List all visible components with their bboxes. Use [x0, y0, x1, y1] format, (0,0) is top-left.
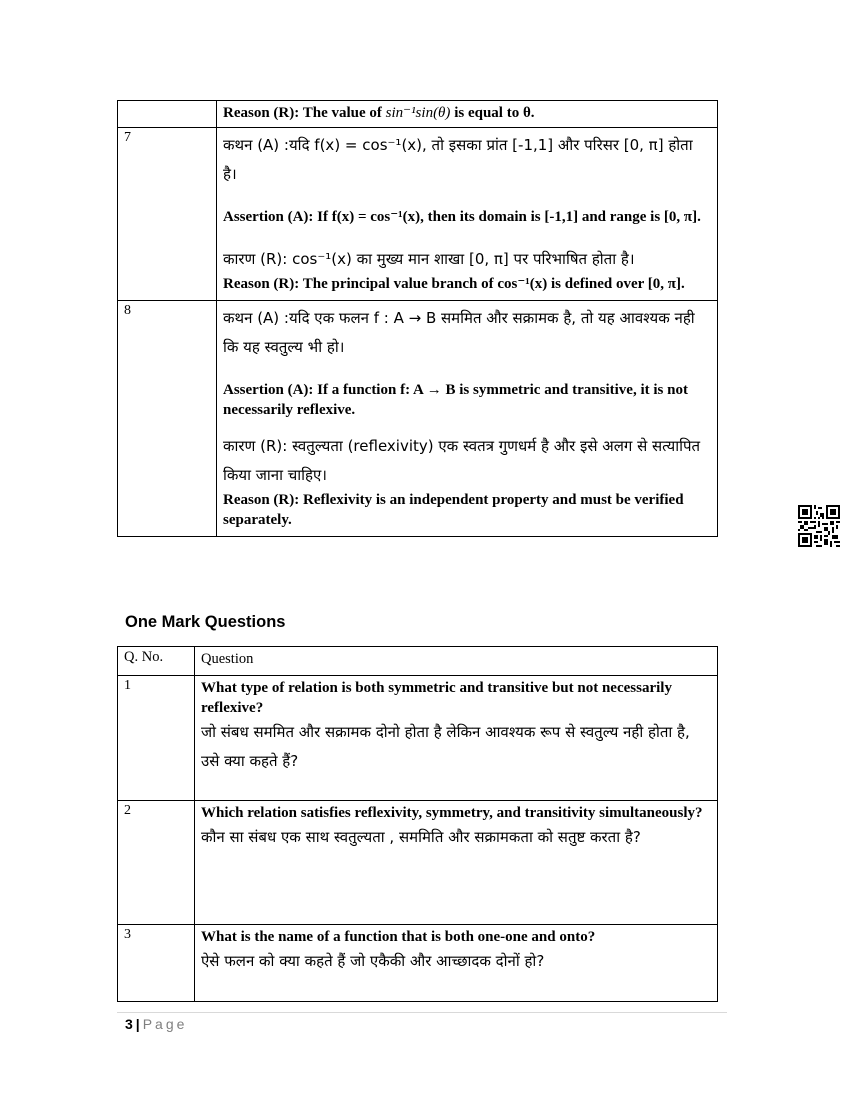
table-row: [118, 101, 718, 128]
table-row: [118, 301, 718, 537]
one-mark-questions-table: [117, 646, 718, 1002]
assertion-hindi: कथन (A) :यदि f(x) = cos⁻¹(x), तो इसका प्रांत [-1,1] और परिसर [0, π] होता है।: [223, 136, 693, 183]
section-heading: One Mark Questions: [125, 613, 286, 631]
reason-tail: is equal to θ.: [454, 105, 535, 121]
assertion-reason-table: [117, 100, 718, 537]
page-footer: [125, 1016, 187, 1032]
question-english: What is the name of a function that is both one-one and onto?: [201, 929, 596, 945]
qr-code-icon: [798, 505, 840, 547]
assertion-english: Assertion (A): If f(x) = cos⁻¹(x), then its domain is [-1,1] and range is [0, π].: [223, 209, 701, 225]
reason-cell: [217, 101, 718, 128]
assertion-hindi: कथन (A) :यदि एक फलन f : A → B सममित और सक्रामक है, तो यह आवश्यक नही कि यह स्वतुल्य भी हो।: [223, 309, 695, 356]
assertion-english: Assertion (A): If a function f: A → B is symmetric and transitive, it is not necessarily reflexive.: [223, 382, 688, 418]
reason-english: Reason (R): Reflexivity is an independent property and must be verified separately.: [223, 492, 684, 528]
column-header-qno: Q. No.: [118, 647, 195, 676]
question-english: Which relation satisfies reflexivity, symmetry, and transitivity simultaneously?: [201, 805, 703, 821]
footer-separator: |: [135, 1016, 140, 1032]
page-label: Page: [142, 1016, 188, 1032]
question-hindi: कौन सा संबध एक साथ स्वतुल्यता , सममिति और सक्रामकता को सतुष्ट करता है?: [201, 828, 641, 846]
page-number: 3: [125, 1016, 133, 1032]
question-hindi: ऐसे फलन को क्या कहते हैं जो एकैकी और आच्छादक दोनों हो?: [201, 952, 545, 970]
question-body: [195, 676, 718, 801]
question-english: What type of relation is both symmetric and transitive but not necessarily reflexive?: [201, 680, 672, 716]
table-row: [118, 801, 718, 925]
question-number-cell: [118, 101, 217, 128]
reason-hindi: कारण (R): स्वतुल्यता (reflexivity) एक स्वतत्र गुणधर्म है और इसे अलग से सत्यापित किया जाना चाहिए।: [223, 437, 701, 484]
question-body: [195, 925, 718, 1002]
question-number: 3: [118, 925, 195, 1002]
question-number: 2: [118, 801, 195, 925]
question-hindi: जो संबध सममित और सक्रामक दोनो होता है लेकिन आवश्यक रूप से स्वतुल्य नही होता है, उसे क्या कहते हैं?: [201, 723, 690, 770]
question-body: [195, 801, 718, 925]
reason-hindi: कारण (R): cos⁻¹(x) का मुख्य मान शाखा [0, π] पर परिभाषित होता है।: [223, 250, 635, 268]
question-body: [217, 128, 718, 301]
reason-label: Reason (R): The value of: [223, 105, 382, 121]
reason-english: Reason (R): The principal value branch of cos⁻¹(x) is defined over [0, π].: [223, 276, 685, 292]
table-row: [118, 676, 718, 801]
footer-divider: [117, 1012, 727, 1013]
question-number: 8: [118, 301, 217, 537]
question-body: [217, 301, 718, 537]
question-number: 7: [118, 128, 217, 301]
table-row: [118, 128, 718, 301]
question-number: 1: [118, 676, 195, 801]
reason-math: sin⁻¹sin(θ): [381, 105, 455, 121]
column-header-question: Question: [195, 647, 718, 676]
table-row: [118, 925, 718, 1002]
table-header-row: [118, 647, 718, 676]
